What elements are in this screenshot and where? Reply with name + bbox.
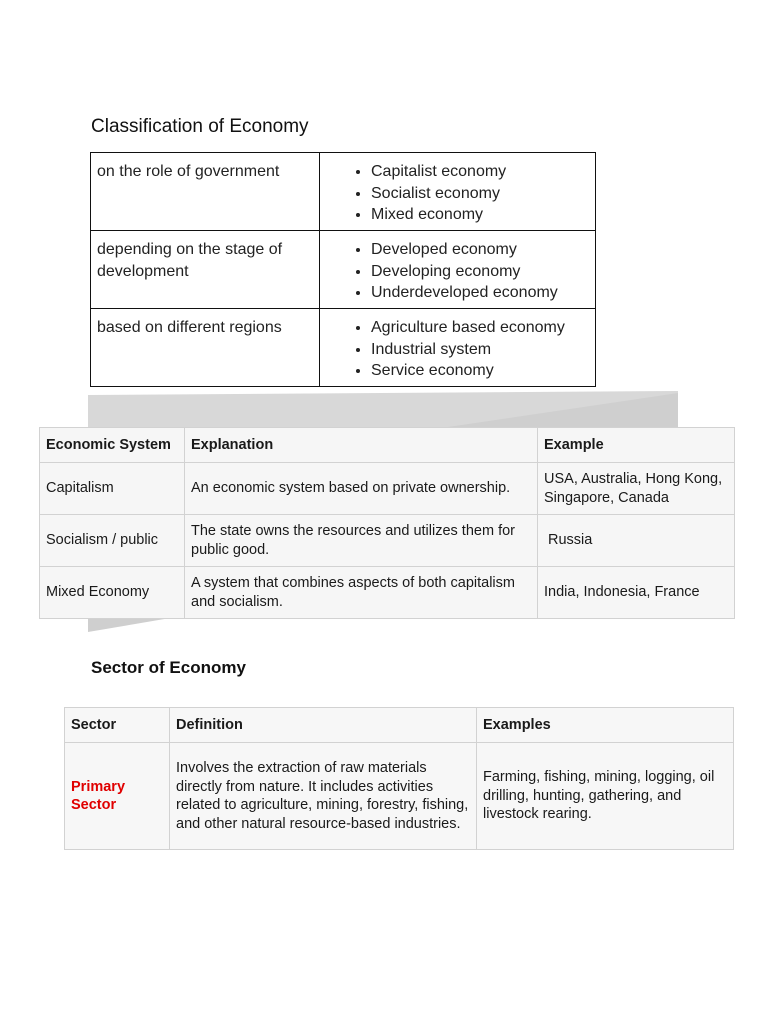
classification-table bbox=[90, 152, 596, 387]
table-row bbox=[91, 309, 596, 387]
example-cell: India, Indonesia, France bbox=[538, 567, 735, 619]
list-item: • Developed economy bbox=[371, 239, 589, 261]
list-item: • Capitalist economy bbox=[371, 161, 589, 183]
types-cell bbox=[320, 153, 596, 231]
explanation-cell: The state owns the resources and utilizes them for public good. bbox=[185, 515, 538, 567]
types-cell bbox=[320, 309, 596, 387]
list-item: • Underdeveloped economy bbox=[371, 282, 589, 304]
column-header: Examples bbox=[477, 708, 734, 743]
types-list bbox=[350, 239, 589, 304]
list-item: • Agriculture based economy bbox=[371, 317, 589, 339]
classification-title: Classification of Economy bbox=[91, 116, 309, 137]
column-header: Explanation bbox=[185, 428, 538, 463]
table-row bbox=[91, 153, 596, 231]
sector-name-cell: Primary Sector bbox=[65, 743, 170, 850]
sector-table bbox=[64, 707, 734, 850]
system-cell: Socialism / public bbox=[40, 515, 185, 567]
list-item: • Mixed economy bbox=[371, 204, 589, 226]
table-header-row bbox=[65, 708, 734, 743]
table-row bbox=[40, 463, 735, 515]
criterion-cell: based on different regions bbox=[91, 309, 320, 387]
example-cell: Russia bbox=[538, 515, 735, 567]
column-header: Sector bbox=[65, 708, 170, 743]
column-header: Economic System bbox=[40, 428, 185, 463]
table-row bbox=[65, 743, 734, 850]
types-list bbox=[350, 161, 589, 226]
types-list bbox=[350, 317, 589, 382]
list-item: • Developing economy bbox=[371, 261, 589, 283]
list-item: • Service economy bbox=[371, 360, 589, 382]
definition-cell: Involves the extraction of raw materials directly from nature. It includes activities related to agriculture, mining, forestry, fishing, and other natural resource-based industries. bbox=[170, 743, 477, 850]
types-cell bbox=[320, 231, 596, 309]
economic-systems-table bbox=[39, 427, 735, 619]
example-cell: USA, Australia, Hong Kong, Singapore, Canada bbox=[538, 463, 735, 515]
table-row bbox=[40, 515, 735, 567]
explanation-cell: An economic system based on private ownership. bbox=[185, 463, 538, 515]
examples-cell: Farming, fishing, mining, logging, oil drilling, hunting, gathering, and livestock rearing. bbox=[477, 743, 734, 850]
column-header: Definition bbox=[170, 708, 477, 743]
sector-title: Sector of Economy bbox=[91, 658, 246, 677]
system-cell: Mixed Economy bbox=[40, 567, 185, 619]
table-row bbox=[40, 567, 735, 619]
table-row bbox=[91, 231, 596, 309]
criterion-cell: depending on the stage of development bbox=[91, 231, 320, 309]
system-cell: Capitalism bbox=[40, 463, 185, 515]
explanation-cell: A system that combines aspects of both capitalism and socialism. bbox=[185, 567, 538, 619]
criterion-cell: on the role of government bbox=[91, 153, 320, 231]
list-item: • Socialist economy bbox=[371, 183, 589, 205]
table-header-row bbox=[40, 428, 735, 463]
column-header: Example bbox=[538, 428, 735, 463]
list-item: • Industrial system bbox=[371, 339, 589, 361]
